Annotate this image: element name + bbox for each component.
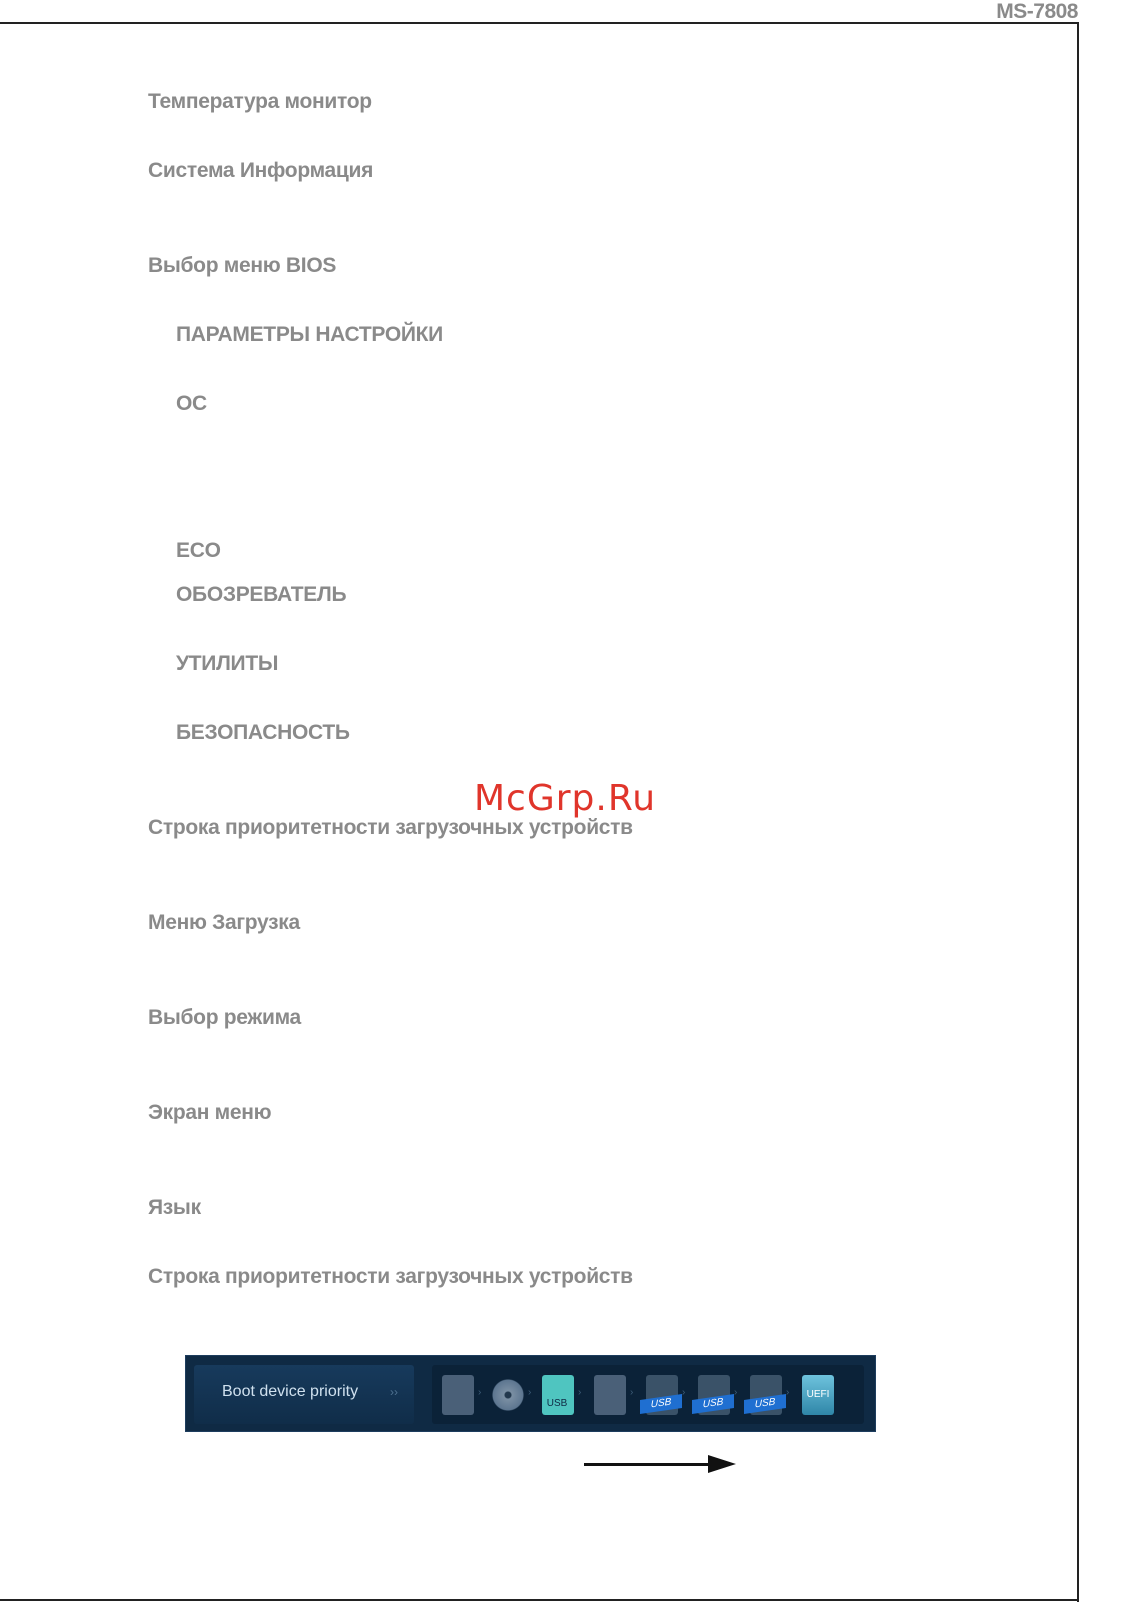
heading-temperature-monitor: Температура монитор: [148, 90, 372, 113]
separator-arrow-icon: ›: [682, 1387, 686, 1398]
usb-cd-icon[interactable]: [750, 1375, 782, 1415]
separator-arrow-icon: ›: [630, 1387, 634, 1398]
watermark: McGrp.Ru: [474, 778, 657, 819]
heading-boot-menu: Меню Загрузка: [148, 911, 300, 934]
heading-bios-menu-select: Выбор меню BIOS: [148, 254, 337, 277]
heading-system-info: Система Информация: [148, 159, 374, 182]
separator-arrow-icon: ›: [528, 1387, 532, 1398]
heading-boot-priority-bar: Строка приоритетности загрузочных устройств: [148, 816, 633, 839]
model-number: MS-7808: [996, 0, 1078, 23]
separator-arrow-icon: ›: [786, 1387, 790, 1398]
item-oc: OC: [176, 392, 207, 415]
heading-language: Язык: [148, 1196, 201, 1219]
item-utilities: УТИЛИТЫ: [176, 652, 279, 675]
usb-drive-tag: USB: [546, 1398, 568, 1409]
hdd-icon[interactable]: [442, 1375, 474, 1415]
usb-floppy-tag: USB: [692, 1394, 734, 1414]
separator-arrow-icon: ›: [478, 1387, 482, 1398]
page-frame-bottom: [0, 1599, 1079, 1601]
item-eco: ECO: [176, 539, 221, 562]
network-icon[interactable]: [594, 1375, 626, 1415]
separator-arrow-icon: ›: [734, 1387, 738, 1398]
page-frame-top: [0, 22, 1079, 24]
item-browser: ОБОЗРЕВАТЕЛЬ: [176, 583, 347, 606]
boot-priority-label: Boot device priority: [222, 1383, 359, 1400]
arrow-right-line: [584, 1463, 712, 1466]
cd-icon[interactable]: [492, 1375, 524, 1415]
heading-mode-select: Выбор режима: [148, 1006, 301, 1029]
usb-hdd-icon[interactable]: [646, 1375, 678, 1415]
boot-priority-label-panel: [194, 1365, 414, 1424]
arrow-right-icon: [708, 1455, 736, 1473]
usb-cd-tag: USB: [744, 1394, 786, 1414]
boot-device-priority-bar: [185, 1355, 876, 1432]
item-security: БЕЗОПАСНОСТЬ: [176, 721, 350, 744]
usb-drive-icon[interactable]: [542, 1375, 574, 1415]
item-settings: ПАРАМЕТРЫ НАСТРОЙКИ: [176, 323, 443, 346]
usb-hdd-tag: USB: [640, 1394, 682, 1414]
separator-arrow-icon: ›: [578, 1387, 582, 1398]
chevron-right-icon: ››: [390, 1385, 398, 1399]
heading-menu-display: Экран меню: [148, 1101, 272, 1124]
boot-device-list: [432, 1365, 864, 1424]
uefi-icon[interactable]: UEFI: [802, 1375, 834, 1415]
usb-floppy-icon[interactable]: [698, 1375, 730, 1415]
page-frame-right: [1077, 22, 1079, 1602]
heading-boot-priority-bar-2: Строка приоритетности загрузочных устройств: [148, 1265, 633, 1288]
